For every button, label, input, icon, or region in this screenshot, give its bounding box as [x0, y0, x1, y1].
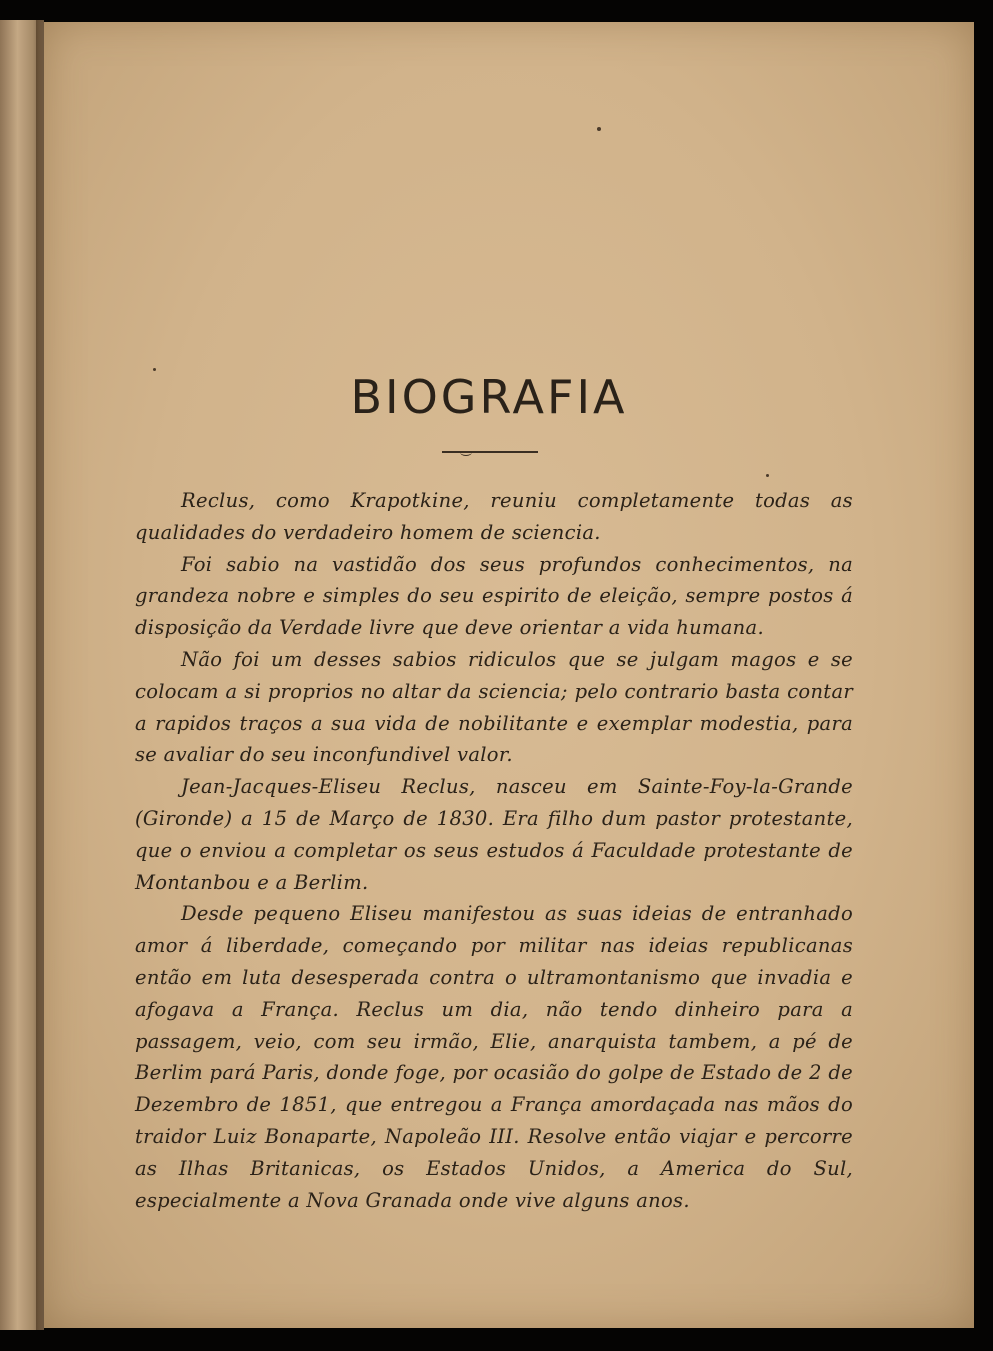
biography-text — [135, 485, 853, 1216]
paragraph: Foi sabio na vastidão dos seus profundos conhecimentos, na grandeza nobre e simples do seu espirito de eleição, sempre postos á disposição da Verdade livre que deve orientar a vida humana. — [135, 552, 853, 640]
paragraph: Não foi um desses sabios ridiculos que se julgam magos e se colocam a si proprios no altar da sciencia; pelo contrario basta contar a rapidos traços a sua vida de nobilitante e exemplar modestia, para se avaliar do seu inconfundivel valor. — [135, 647, 853, 767]
paper-speck — [766, 474, 769, 477]
paper-speck — [597, 127, 601, 131]
book-gutter — [36, 20, 44, 1330]
paragraph: Desde pequeno Eliseu manifestou as suas ideias de entranhado amor á liberdade, começando por militar nas ideias republicanas então em luta desesperada contra o ultramontanismo que invadia e afogava a França. Reclus um dia, não tendo dinheiro para a passagem, veio, com seu irmão, Elie, anarquista tambem, a pé de Berlim pará Paris, donde foge, por ocasião do golpe de Estado de 2 de Dezembro de 1851, que entregou a França amordaçada nas mãos do traidor Luiz Bonaparte, Napoleão III. Resolve então viajar e percorre as Ilhas Britanicas, os Estados Unidos, a America do Sul, especialmente a Nova Granada onde vive alguns anos. — [135, 902, 853, 1212]
page-title: BIOGRAFIA — [350, 370, 628, 424]
paragraph: Reclus, como Krapotkine, reuniu completamente todas as qualidades do verdadeiro homem de sciencia. — [135, 489, 853, 544]
paragraph: Jean-Jacques-Eliseu Reclus, nasceu em Sainte-Foy-la-Grande (Gironde) a 15 de Março de 1830. Era filho dum pastor protestante, que o enviou a completar os seus estudos á Faculdade protestante de Montanbou e a Berlim. — [135, 775, 853, 894]
title-ornament-divider — [442, 451, 538, 453]
